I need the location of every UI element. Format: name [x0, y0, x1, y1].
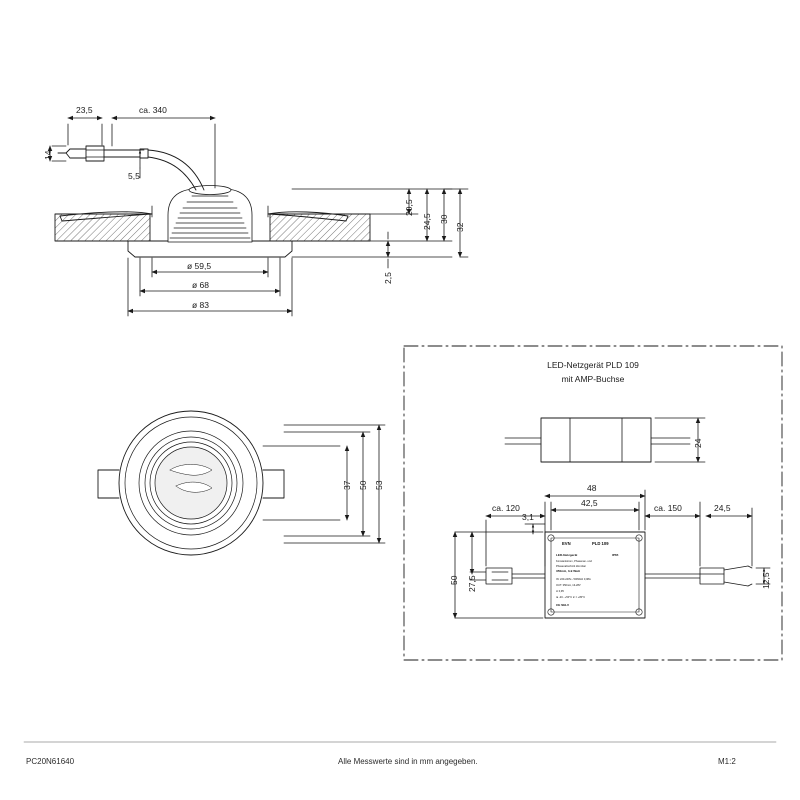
dim-label-24-5: 24,5 — [422, 213, 432, 230]
dim-label-30: 30 — [439, 214, 449, 224]
supply-cable — [102, 149, 204, 190]
driver-spec-line-2: Konstantstrom, Phasenan- und — [556, 560, 592, 563]
footer-article-number: PC20N61640 — [26, 757, 75, 766]
dim-label-53: 53 — [374, 480, 384, 490]
dim-label-24: 24 — [693, 438, 703, 448]
dim-label-27-5: 27,5 — [467, 575, 477, 592]
dim-label-32: 32 — [455, 222, 465, 232]
dim-label-ca-120: ca. 120 — [492, 503, 520, 513]
dim-label-20-5: 20,5 — [404, 199, 414, 216]
dim-label-diam-59-5: ø 59,5 — [187, 261, 212, 271]
driver-side-view — [505, 418, 705, 462]
trim-ring-section — [128, 241, 292, 257]
driver-box-title-line2: mit AMP-Buchse — [561, 374, 625, 384]
dim-label-50-drv: 50 — [449, 575, 459, 585]
driver-spec-line-3: Phasenabschnitt dimmbar — [556, 565, 586, 568]
dim-label-50: 50 — [358, 480, 368, 490]
dim-label-24-5-drv: 24,5 — [714, 503, 731, 513]
dim-label-diam-83: ø 83 — [192, 300, 210, 310]
driver-spec-line-4: 350mA, 3-9 Watt — [556, 569, 580, 573]
dim-label-2-5: 2,5 — [383, 272, 393, 284]
driver-brand-label: EVN — [562, 541, 571, 546]
driver-output-cable — [645, 566, 752, 586]
driver-model-label: PLD 109 — [592, 541, 609, 546]
driver-box-title-line1: LED-Netzgerät PLD 109 — [547, 360, 639, 370]
footer-scale: M1:2 — [718, 757, 736, 766]
dim-label-5-5: 5,5 — [128, 171, 140, 181]
sectional-side-view — [50, 118, 468, 316]
amp-connector — [58, 146, 104, 161]
driver-type-label: LED-Netzgerät — [556, 553, 578, 557]
dim-label-14: 14 — [43, 150, 53, 160]
footer-note: Alle Messwerte sind in mm angegeben. — [338, 757, 478, 766]
dim-label-23-5: 23,5 — [76, 105, 93, 115]
dim-label-ca-150: ca. 150 — [654, 503, 682, 513]
dim-label-37: 37 — [342, 480, 352, 490]
dim-label-3-1: 3,1 — [522, 512, 534, 522]
driver-spec-line-8: ta -20...+50°C tc = +80°C — [556, 596, 586, 599]
driver-spec-line-5: IN: 220-240V~ 50/60Hz 0,08A — [556, 578, 591, 581]
dim-label-12-5: 12,5 — [761, 572, 771, 589]
driver-marks-label: CE SELV — [556, 603, 570, 607]
dim-label-ca-340: ca. 340 — [139, 105, 167, 115]
driver-input-cable — [470, 568, 545, 584]
dim-label-42-5: 42,5 — [581, 498, 598, 508]
dim-label-48: 48 — [587, 483, 597, 493]
dim-label-diam-68: ø 68 — [192, 280, 210, 290]
driver-spec-line-7: tc 0,95 — [556, 590, 564, 593]
luminaire-body-section — [168, 186, 252, 243]
driver-spec-line-6: OUT: 350mA, 13-28V — [556, 584, 581, 587]
driver-ip-label: IP65 — [612, 553, 619, 557]
